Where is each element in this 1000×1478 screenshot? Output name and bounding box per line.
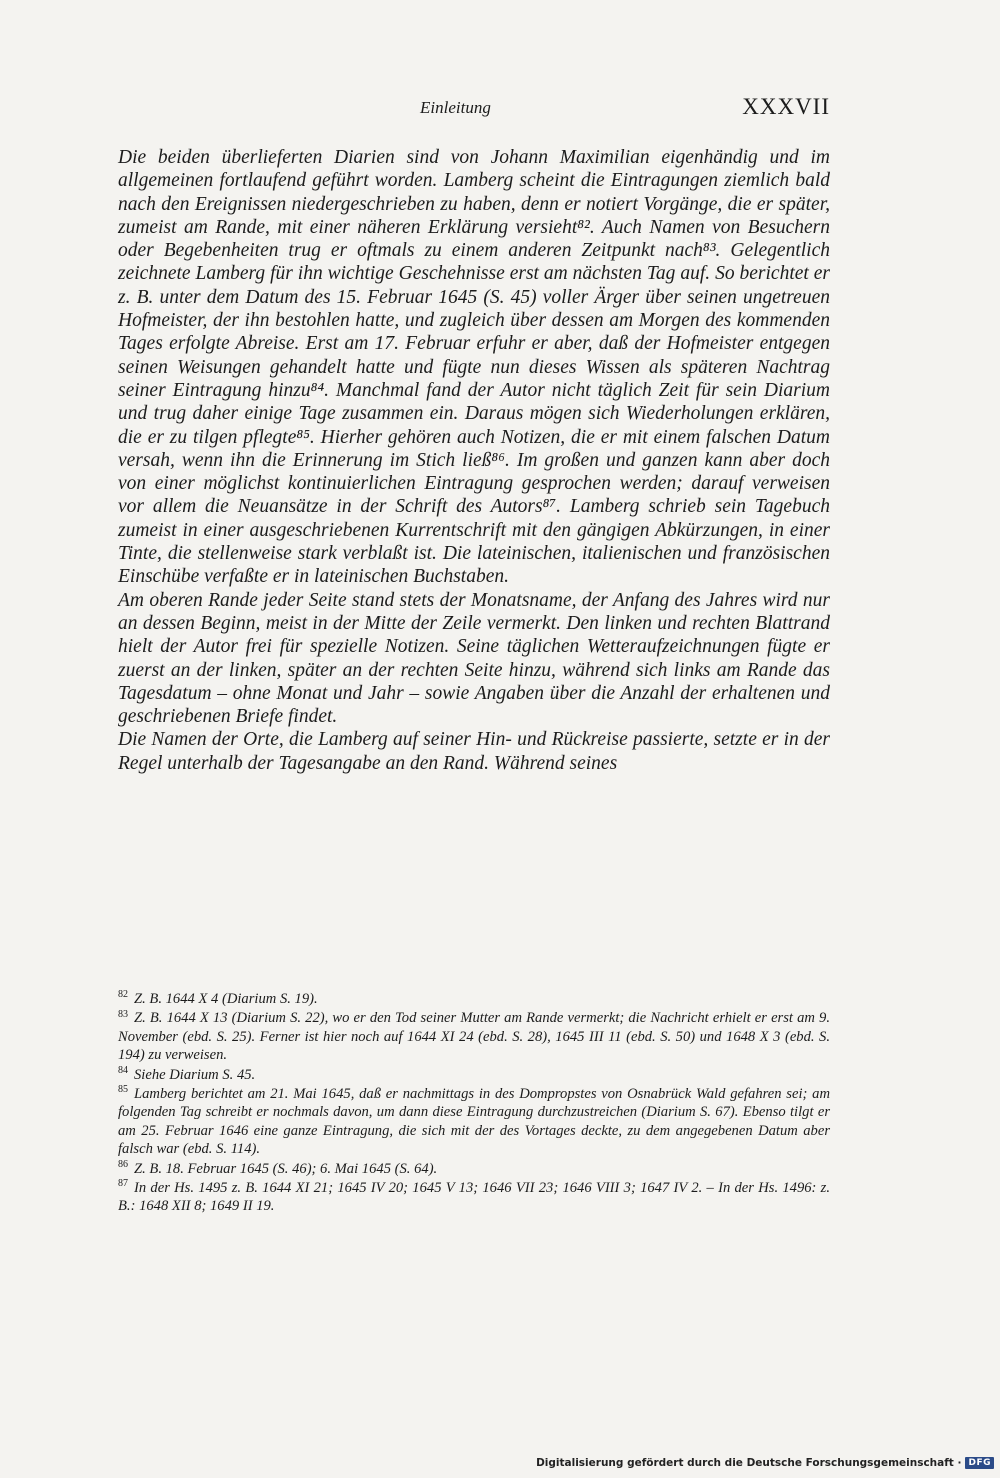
footnote-text: Lamberg berichtet am 21. Mai 1645, daß er nachmittags in des Dompropstes von Osnabrück Wald gefahren sei; am folgenden Tag schreibt er nochmals davon, um dann diese Eintragung durchzustreichen (Diarium S. 67). Ebenso tilgt er am 25. Februar 1646 eine ganze Eintragung, die sich mit der des Vortages deckte, zu dem angegebenen Datum aber falsch war (ebd. S. 114).	[118, 1086, 830, 1158]
paragraph: Die Namen der Orte, die Lamberg auf seiner Hin- und Rückreise passierte, setzte er in der Regel unterhalb der Tagesangabe an den Rand. Während seines	[118, 729, 830, 774]
footnote	[118, 1085, 830, 1159]
footnote-number: 83	[118, 1008, 128, 1020]
footnote-number: 85	[118, 1084, 128, 1096]
footnote-text: Z. B. 1644 X 4 (Diarium S. 19).	[134, 991, 318, 1007]
footnote	[118, 1009, 830, 1064]
footnotes	[118, 990, 830, 1217]
footnote-number: 84	[118, 1064, 128, 1076]
footnote-number: 87	[118, 1178, 128, 1190]
paragraph: Am oberen Rande jeder Seite stand stets der Monatsname, der Anfang des Jahres wird nur an dessen Beginn, meist in der Mitte der Zeile vermerkt. Den linken und rechten Blattrand hielt der Autor frei für spezielle Notizen. Seine täglichen Wetteraufzeichnungen fügte er zuerst an der linken, später an der rechten Seite hinzu, während sich links am Rande das Tagesdatum – ohne Monat und Jahr – sowie Angaben über die Anzahl der erhaltenen und geschriebenen Briefe findet.	[118, 589, 830, 728]
footnote	[118, 1179, 830, 1216]
footnote-text: Siehe Diarium S. 45.	[134, 1066, 256, 1083]
footnote	[118, 1160, 830, 1178]
running-head	[118, 94, 830, 124]
footnote-text: Z. B. 18. Februar 1645 (S. 46); 6. Mai 1645 (S. 64).	[134, 1160, 438, 1177]
digitization-footer	[536, 1454, 994, 1472]
footnote-text: Z. B. 1644 X 13 (Diarium S. 22), wo er den Tod seiner Mutter am Rande vermerkt; die Nachricht erhielt er erst am 9. November (ebd. S. 25). Ferner ist hier noch auf 1644 XI 24 (ebd. S. 28), 1645 III 11 (ebd. S. 50) und 1648 X 3 (ebd. S. 194) zu verweisen.	[118, 1010, 830, 1064]
paragraph: Die beiden überlieferten Diarien sind von Johann Maximilian eigenhändig und im allgemeinen fortlaufend geführt worden. Lamberg scheint die Eintragungen ziemlich bald nach den Ereignissen niedergeschrieben zu haben, denn er notiert Vorgänge, die er später, zumeist am Rande, mit einer näheren Erklärung versieht⁸². Auch Namen von Besuchern oder Begebenheiten trug er oftmals zu einem anderen Zeitpunkt nach⁸³. Gelegentlich zeichnete Lamberg für ihn wichtige Geschehnisse erst am nächsten Tag auf. So berichtet er z. B. unter dem Datum des 15. Februar 1645 (S. 45) voller Ärger über seinen ungetreuen Hofmeister, der ihn bestohlen hatte, und zugleich über dessen am Morgen des kommenden Tages erfolgte Abreise. Erst am 17. Februar erfuhr er aber, daß der Hofmeister entgegen seinen Weisungen gehandelt hatte und fügte nun dieses Wissen als späteren Nachtrag seiner Eintragung hinzu⁸⁴. Manchmal fand der Autor nicht täglich Zeit für sein Diarium und trug daher einige Tage zusammen ein. Daraus mögen sich Wiederholungen erklären, die er zu tilgen pflegte⁸⁵. Hierher gehören auch Notizen, die er mit einem falschen Datum versah, wenn ihn die Erinnerung im Stich ließ⁸⁶. Im großen und ganzen kann aber doch von einer möglichst kontinuierlichen Eintragung gesprochen werden; darauf verweisen vor allem die Neuansätze in der Schrift des Autors⁸⁷. Lamberg schrieb sein Tagebuch zumeist in einer ausgeschriebenen Kurrentschrift mit den gängigen Abkürzungen, in einer Tinte, die stellenweise stark verblaßt ist. Die lateinischen, italienischen und französischen Einschübe verfaßte er in lateinischen Buchstaben.	[118, 147, 830, 588]
footnote	[118, 1066, 830, 1084]
running-head-title: Einleitung	[420, 98, 491, 117]
footer-text: Digitalisierung gefördert durch die Deutsche Forschungsgemeinschaft ·	[536, 1457, 962, 1469]
footnote	[118, 990, 830, 1008]
page-number: XXXVII	[742, 94, 830, 119]
footnote-number: 86	[118, 1158, 128, 1170]
footnote-text: In der Hs. 1495 z. B. 1644 XI 21; 1645 IV 20; 1645 V 13; 1646 VII 23; 1646 VIII 3; 1647 IV 2. – In der Hs. 1496: z. B.: 1648 XII 8; 1649 II 19.	[118, 1180, 830, 1215]
footnote-number: 82	[118, 989, 128, 1001]
body-text	[118, 146, 830, 775]
dfg-logo: DFG	[965, 1457, 994, 1469]
